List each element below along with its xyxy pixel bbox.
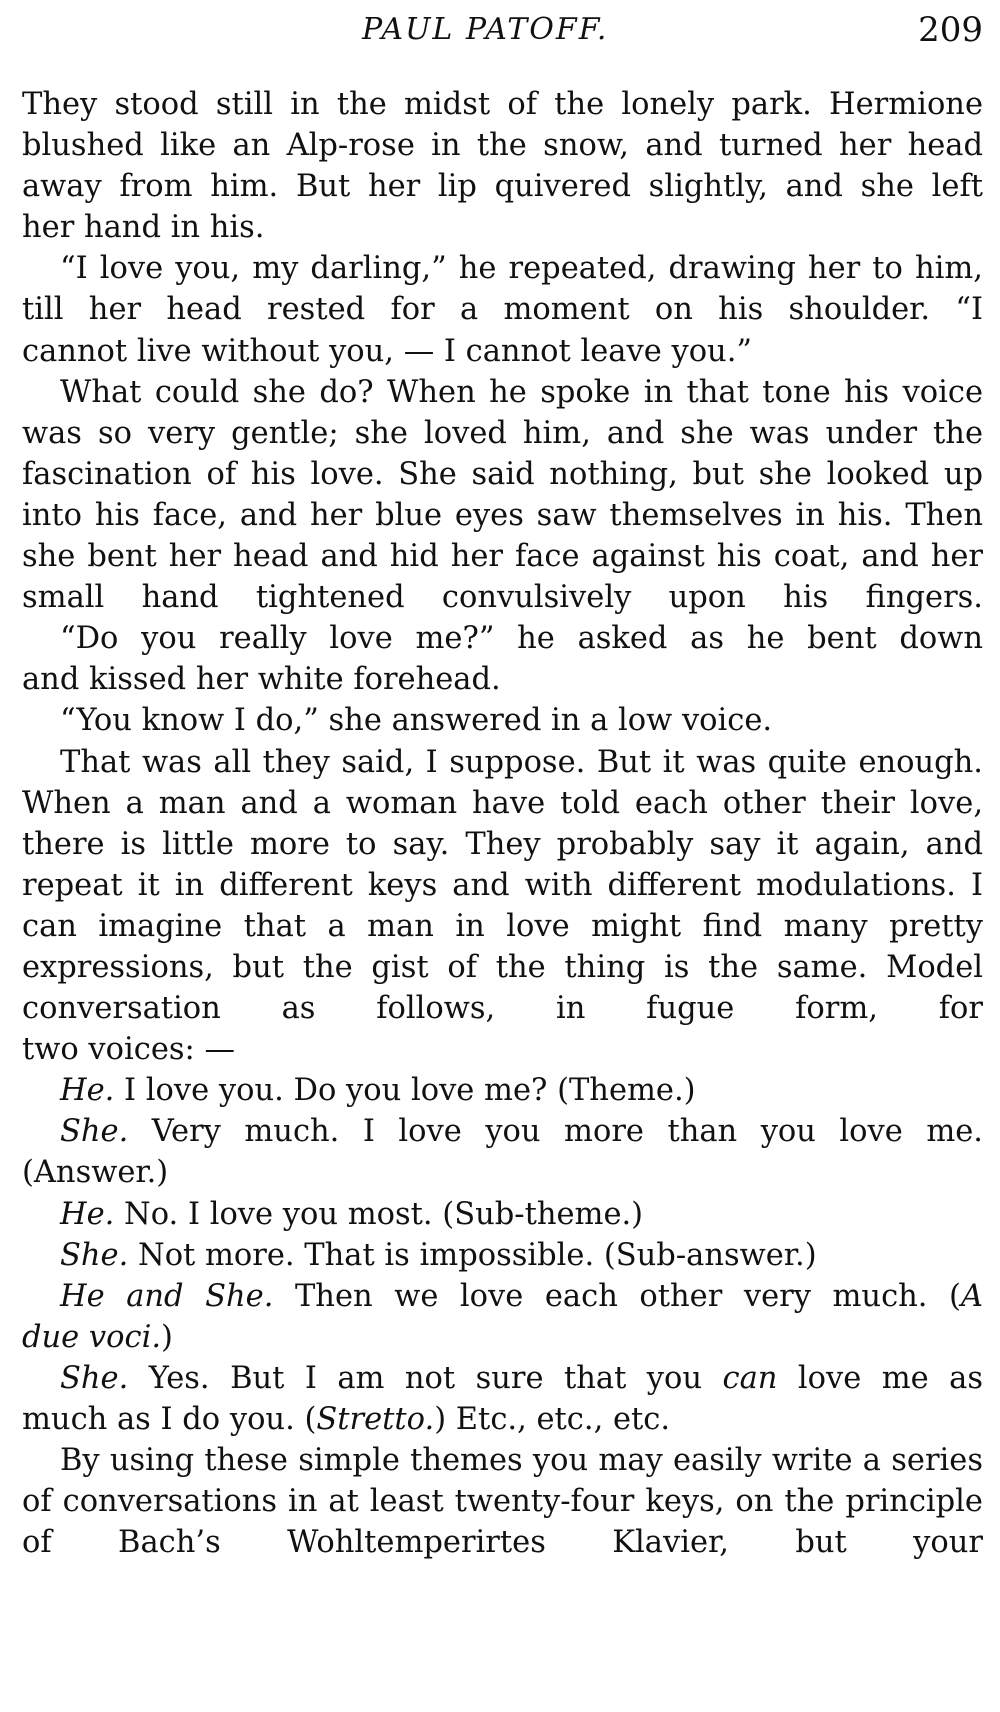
speaker-label: She. xyxy=(60,1114,129,1150)
running-title: PAUL PATOFF. xyxy=(362,12,609,47)
text-line: What could she do? When he spoke in that tone his xyxy=(60,374,890,410)
paragraph xyxy=(22,618,983,659)
text-line: many pretty expressions, but the gist of the thing is the xyxy=(22,908,983,985)
speaker-label: She. xyxy=(60,1360,129,1396)
page-header xyxy=(22,8,983,60)
text-line: voice was so very gentle; she loved him, and she was under xyxy=(22,374,983,451)
text-line: their love, there is little more to say. They probably say xyxy=(22,785,984,862)
text-line: blushed like an Alp-rose in the snow, and turned her head xyxy=(22,128,983,164)
dialogue-line-end xyxy=(22,1399,983,1440)
speaker-label: He. xyxy=(60,1073,115,1109)
dialogue-text: ) xyxy=(161,1319,173,1355)
paragraph xyxy=(22,372,983,619)
text-line: By using these simple themes you may easily write a xyxy=(60,1443,881,1479)
dialogue-text: ) Etc., etc., etc. xyxy=(434,1402,671,1437)
text-line: and kissed her white forehead. xyxy=(22,662,501,698)
paragraph-end xyxy=(22,1029,983,1070)
text-line: modulations. I can imagine that a man in love might find xyxy=(22,867,984,944)
text-line: same. Model conversation as follows, in fugue form, for xyxy=(22,949,984,1027)
text-line: and her small hand tightened convulsively upon his fingers. xyxy=(22,539,983,616)
paragraph xyxy=(22,84,983,207)
speaker-label: He. xyxy=(60,1196,115,1232)
text-line: Then she bent her head and hid her face against his coat, xyxy=(22,497,983,575)
text-line: two voices: — xyxy=(22,1032,236,1068)
dialogue-text: I love you. Do you love me? (Theme.) xyxy=(124,1073,696,1109)
dialogue-line-end xyxy=(22,1152,983,1193)
dialogue-line xyxy=(22,1358,983,1399)
dialogue-text: (Answer.) xyxy=(22,1155,169,1191)
dialogue-italic: A xyxy=(960,1278,983,1314)
text-line: series of conversations in at least twenty-four keys, on the xyxy=(22,1443,983,1520)
text-line: That was all they said, I suppose. But it was quite xyxy=(60,744,847,780)
page-number: 209 xyxy=(918,10,983,50)
dialogue-italic: due voci. xyxy=(22,1319,162,1355)
page-body xyxy=(22,84,983,1563)
paragraph-end xyxy=(22,331,983,372)
text-line: principle of Bach’s Wohltemperirtes Klavier, but your xyxy=(22,1484,983,1561)
text-line: “You know I do,” she answered in a low voice. xyxy=(60,703,773,739)
book-page xyxy=(22,8,983,1563)
dialogue-line xyxy=(22,1111,983,1152)
dialogue-italic: Stretto. xyxy=(316,1402,435,1437)
paragraph xyxy=(22,700,983,741)
dialogue-line xyxy=(22,1235,983,1276)
text-line: the fascination of his love. She said nothing, but she looked xyxy=(22,415,983,492)
speaker-label: She. xyxy=(60,1237,129,1273)
text-line: him, till her head rested for a moment on his shoulder. “I xyxy=(22,251,983,328)
paragraph-end xyxy=(22,207,983,248)
text-line: her hand in his. xyxy=(22,210,265,246)
paragraph xyxy=(22,1440,983,1563)
text-line: enough. When a man and a woman have told each other xyxy=(22,744,983,821)
speaker-label: He and She. xyxy=(60,1278,274,1314)
dialogue-text: Then we love each other very much. ( xyxy=(294,1278,961,1314)
dialogue-line xyxy=(22,1194,983,1235)
paragraph xyxy=(22,742,983,1030)
dialogue-text: Not more. That is impossible. (Sub-answer.) xyxy=(138,1237,817,1273)
text-line: cannot live without you, — I cannot leave you.” xyxy=(22,333,752,369)
dialogue-text: Yes. But I am not sure that you xyxy=(148,1360,723,1396)
paragraph-end xyxy=(22,659,983,700)
text-line: up into his face, and her blue eyes saw themselves in his. xyxy=(22,456,983,533)
paragraph xyxy=(22,248,983,330)
text-line: away from him. But her lip quivered slightly, and she left xyxy=(22,169,983,205)
dialogue-line xyxy=(22,1070,983,1111)
dialogue-text: Very much. I love you more than you love me. xyxy=(151,1114,983,1150)
dialogue-text: No. I love you most. (Sub-theme.) xyxy=(124,1196,644,1232)
dialogue-text: much as I do you. ( xyxy=(22,1402,317,1437)
text-line: it again, and repeat it in different keys and with different xyxy=(22,826,983,903)
dialogue-line-end xyxy=(22,1317,983,1358)
dialogue-text: love me as xyxy=(777,1360,983,1396)
text-line: They stood still in the midst of the lonely park. Hermione xyxy=(22,87,983,122)
text-line: “Do you really love me?” he asked as he bent down xyxy=(60,621,983,657)
text-line: “I love you, my darling,” he repeated, drawing her to xyxy=(60,251,903,287)
dialogue-italic: can xyxy=(722,1360,778,1396)
dialogue-line xyxy=(22,1276,983,1317)
